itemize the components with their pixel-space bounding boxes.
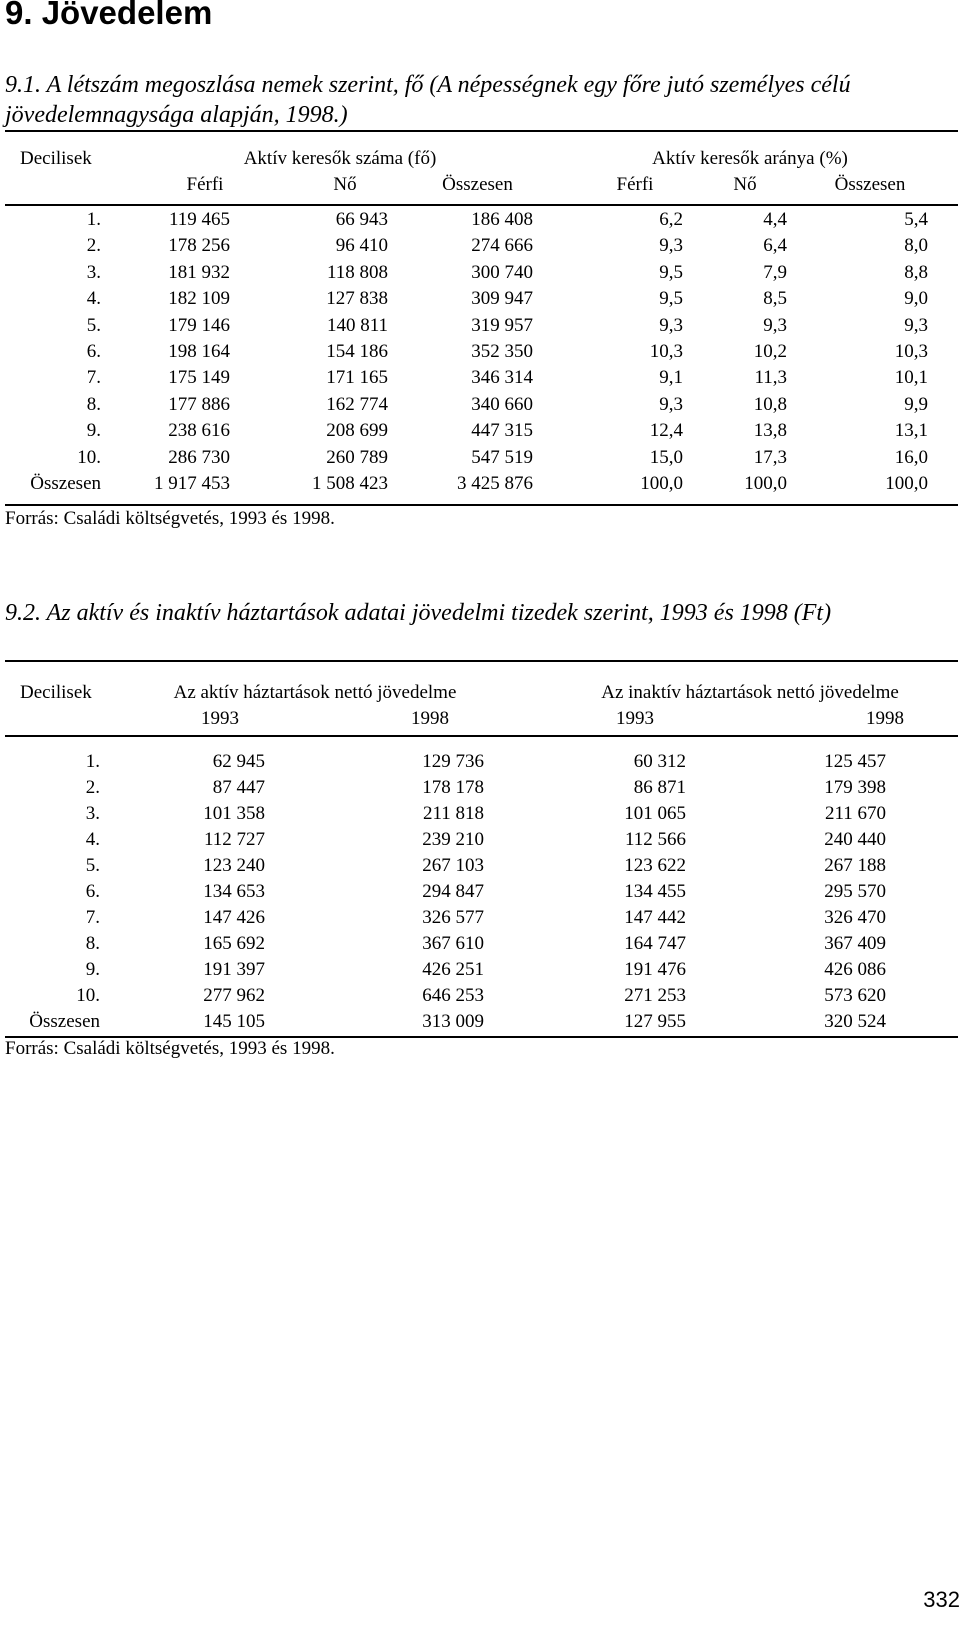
table2-caption: 9.2. Az aktív és inaktív háztartások adatai jövedelmi tizedek szerint, 1993 és 1998 (Ft) (5, 600, 832, 626)
table-row (0, 905, 960, 930)
table-cell: 8,5 (763, 288, 787, 310)
table-cell: 191 397 (203, 959, 265, 980)
table-cell: 573 620 (824, 985, 886, 1006)
table-cell: 10,2 (753, 341, 787, 362)
table-row (0, 983, 960, 1008)
table-cell: 9. (85, 959, 100, 980)
table-cell: 13,1 (894, 420, 928, 442)
table-cell: 162 774 (326, 393, 388, 415)
table-row (0, 801, 960, 826)
table-cell: 101 358 (203, 803, 265, 824)
table-cell: 191 476 (624, 959, 686, 980)
table2-sub-header: 1993 (201, 708, 239, 729)
table-cell: 123 622 (624, 855, 686, 876)
table-cell: 179 146 (168, 314, 230, 336)
table1-group2-header: Aktív keresők aránya (%) (652, 148, 848, 169)
table-cell: 294 847 (422, 881, 484, 902)
table-cell: 118 808 (326, 261, 388, 283)
table-cell: 7. (85, 907, 100, 928)
table1-sub-header: Férfi (186, 174, 224, 195)
table-cell: 319 957 (471, 314, 533, 336)
table-row (0, 775, 960, 800)
table-cell: 1 917 453 (154, 473, 230, 494)
table1-sub-header: Nő (733, 174, 757, 195)
table-cell: 309 947 (471, 288, 533, 310)
table1-caption: 9.1. A létszám megoszlása nemek szerint, fő (A népességnek egy főre jutó személyes célú jövedelemnagysága alapján, 1998.) (5, 72, 851, 128)
table-row (0, 286, 960, 311)
table-cell: 147 442 (624, 907, 686, 928)
table-cell: 181 932 (168, 261, 230, 283)
table-cell: 9,3 (659, 314, 683, 336)
table-cell: Összesen (30, 473, 101, 494)
table-cell: 123 240 (203, 855, 265, 876)
table-cell: 154 186 (326, 341, 388, 362)
table-cell: 9. (86, 420, 101, 442)
table-cell: 277 962 (203, 985, 265, 1006)
table-cell: 164 747 (624, 933, 686, 954)
table2-sub-header: 1998 (411, 708, 449, 729)
table-cell: 100,0 (640, 473, 683, 494)
table-cell: 112 727 (203, 829, 265, 850)
table-cell: 295 570 (824, 881, 886, 902)
table-cell: 426 251 (422, 959, 484, 980)
table-cell: 447 315 (471, 420, 533, 442)
table-cell: 10,3 (894, 341, 928, 362)
table-cell: 238 616 (168, 420, 230, 442)
table-row (0, 339, 960, 364)
table-cell: 326 577 (422, 907, 484, 928)
table-cell: 178 178 (422, 777, 484, 798)
table-cell: 8,8 (904, 261, 928, 283)
table1-decile-header: Decilisek (20, 148, 92, 169)
table-cell: 9,3 (659, 235, 683, 257)
table-cell: 145 105 (203, 1011, 265, 1032)
table-row (0, 233, 960, 258)
table-cell: 16,0 (894, 446, 928, 468)
table-row (0, 1009, 960, 1034)
table-cell: 3. (85, 803, 100, 824)
table-row (0, 313, 960, 338)
table-row (0, 879, 960, 904)
table-cell: 175 149 (168, 367, 230, 389)
table-cell: 86 871 (633, 777, 686, 798)
table-cell: 127 955 (624, 1011, 686, 1032)
table-row (0, 957, 960, 982)
table-cell: 10. (77, 446, 101, 468)
page-number: 332 (923, 1587, 960, 1612)
table-cell: 66 943 (335, 209, 388, 230)
table-cell: 9,3 (659, 393, 683, 415)
table-cell: 96 410 (335, 235, 388, 257)
table-cell: 100,0 (744, 473, 787, 494)
table-cell: 3. (86, 261, 101, 283)
table-cell: Összesen (29, 1011, 100, 1032)
table-cell: 119 465 (168, 209, 230, 230)
table1-group1-header: Aktív keresők száma (fő) (243, 148, 437, 169)
table-cell: 140 811 (326, 314, 388, 336)
table2-top-rule (5, 660, 958, 662)
table-cell: 208 699 (326, 420, 388, 442)
table2-decile-header: Decilisek (20, 682, 92, 703)
table-row (0, 365, 960, 390)
table-cell: 6. (86, 341, 101, 362)
table1-bottom-rule (5, 504, 958, 506)
table-cell: 11,3 (754, 367, 787, 389)
table-cell: 326 470 (824, 907, 886, 928)
table-cell: 4. (86, 288, 101, 310)
table-cell: 101 065 (624, 803, 686, 824)
table-cell: 165 692 (203, 933, 265, 954)
table-cell: 9,9 (904, 393, 928, 415)
table-cell: 1. (85, 751, 100, 772)
table-cell: 112 566 (624, 829, 686, 850)
table-cell: 178 256 (168, 235, 230, 257)
table-cell: 5. (85, 855, 100, 876)
table-cell: 100,0 (885, 473, 928, 494)
table1-sub-header: Összesen (442, 174, 513, 195)
table-cell: 10,1 (894, 367, 928, 389)
table-cell: 211 670 (824, 803, 886, 824)
table-cell: 5,4 (904, 209, 928, 230)
table-row (0, 445, 960, 470)
table-cell: 300 740 (471, 261, 533, 283)
table-cell: 10,3 (649, 341, 683, 362)
table-cell: 7. (86, 367, 101, 389)
table-cell: 260 789 (326, 446, 388, 468)
table-cell: 320 524 (824, 1011, 886, 1032)
table-cell: 177 886 (168, 393, 230, 415)
table-cell: 367 409 (824, 933, 886, 954)
table-cell: 4,4 (763, 209, 787, 230)
table-row (0, 418, 960, 443)
table-cell: 9,5 (659, 288, 683, 310)
table-cell: 127 838 (326, 288, 388, 310)
table-cell: 9,0 (904, 288, 928, 310)
table-cell: 239 210 (422, 829, 484, 850)
table-cell: 186 408 (471, 209, 533, 230)
table-cell: 60 312 (633, 751, 686, 772)
table-cell: 182 109 (168, 288, 230, 310)
table1-source: Forrás: Családi költségvetés, 1993 és 1998. (5, 508, 335, 529)
table-cell: 3 425 876 (457, 473, 533, 494)
table1-sub-header: Nő (333, 174, 357, 195)
table-cell: 274 666 (471, 235, 533, 257)
table-row (0, 207, 960, 232)
table-cell: 313 009 (422, 1011, 484, 1032)
table-cell: 13,8 (753, 420, 787, 442)
table-row (0, 853, 960, 878)
table-cell: 340 660 (471, 393, 533, 415)
table-cell: 8. (85, 933, 100, 954)
table-cell: 9,1 (659, 367, 683, 389)
table-row (0, 471, 960, 496)
table-cell: 5. (86, 314, 101, 336)
table-cell: 179 398 (824, 777, 886, 798)
table-cell: 125 457 (824, 751, 886, 772)
table-cell: 426 086 (824, 959, 886, 980)
table-row (0, 260, 960, 285)
table-cell: 7,9 (763, 261, 787, 283)
table-cell: 6,4 (763, 235, 787, 257)
table-cell: 267 188 (824, 855, 886, 876)
table1-header-rule (5, 204, 958, 206)
table-cell: 147 426 (203, 907, 265, 928)
table-cell: 646 253 (422, 985, 484, 1006)
table-cell: 240 440 (824, 829, 886, 850)
table-cell: 9,5 (659, 261, 683, 283)
table-cell: 352 350 (471, 341, 533, 362)
table2-source: Forrás: Családi költségvetés, 1993 és 1998. (5, 1038, 335, 1059)
table-cell: 286 730 (168, 446, 230, 468)
table-cell: 346 314 (471, 367, 533, 389)
table-cell: 271 253 (624, 985, 686, 1006)
table-cell: 367 610 (422, 933, 484, 954)
table-cell: 10,8 (753, 393, 787, 415)
table-cell: 171 165 (326, 367, 388, 389)
table-cell: 134 455 (624, 881, 686, 902)
table-row (0, 749, 960, 774)
table2-sub-header: 1998 (866, 708, 904, 729)
table-cell: 10. (76, 985, 100, 1006)
table-cell: 62 945 (212, 751, 265, 772)
table1-top-rule (5, 130, 958, 132)
table2-header-rule (5, 735, 958, 737)
table-row (0, 827, 960, 852)
table-cell: 2. (85, 777, 100, 798)
table-cell: 2. (86, 235, 101, 257)
table-cell: 198 164 (168, 341, 230, 362)
table-cell: 129 736 (422, 751, 484, 772)
table-cell: 8,0 (904, 235, 928, 257)
table-cell: 87 447 (212, 777, 265, 798)
table2-group2-header: Az inaktív háztartások nettó jövedelme (601, 682, 899, 703)
table-cell: 6,2 (659, 209, 683, 230)
table-cell: 1. (86, 209, 101, 230)
table-cell: 9,3 (904, 314, 928, 336)
table2-group1-header: Az aktív háztartások nettó jövedelme (173, 682, 457, 703)
table-cell: 8. (86, 393, 101, 415)
table1-sub-header: Férfi (616, 174, 654, 195)
table2-sub-header: 1993 (616, 708, 654, 729)
table-cell: 134 653 (203, 881, 265, 902)
table-row (0, 392, 960, 417)
table-cell: 4. (85, 829, 100, 850)
table-cell: 17,3 (753, 446, 787, 468)
table-cell: 9,3 (763, 314, 787, 336)
table-cell: 1 508 423 (312, 473, 388, 494)
table-cell: 547 519 (471, 446, 533, 468)
table-cell: 211 818 (422, 803, 484, 824)
table-row (0, 931, 960, 956)
table-cell: 12,4 (649, 420, 683, 442)
page-heading: 9. Jövedelem (5, 0, 213, 31)
table-cell: 15,0 (649, 446, 683, 468)
table1-sub-header: Összesen (834, 174, 906, 195)
table-cell: 6. (85, 881, 100, 902)
table-cell: 267 103 (422, 855, 484, 876)
